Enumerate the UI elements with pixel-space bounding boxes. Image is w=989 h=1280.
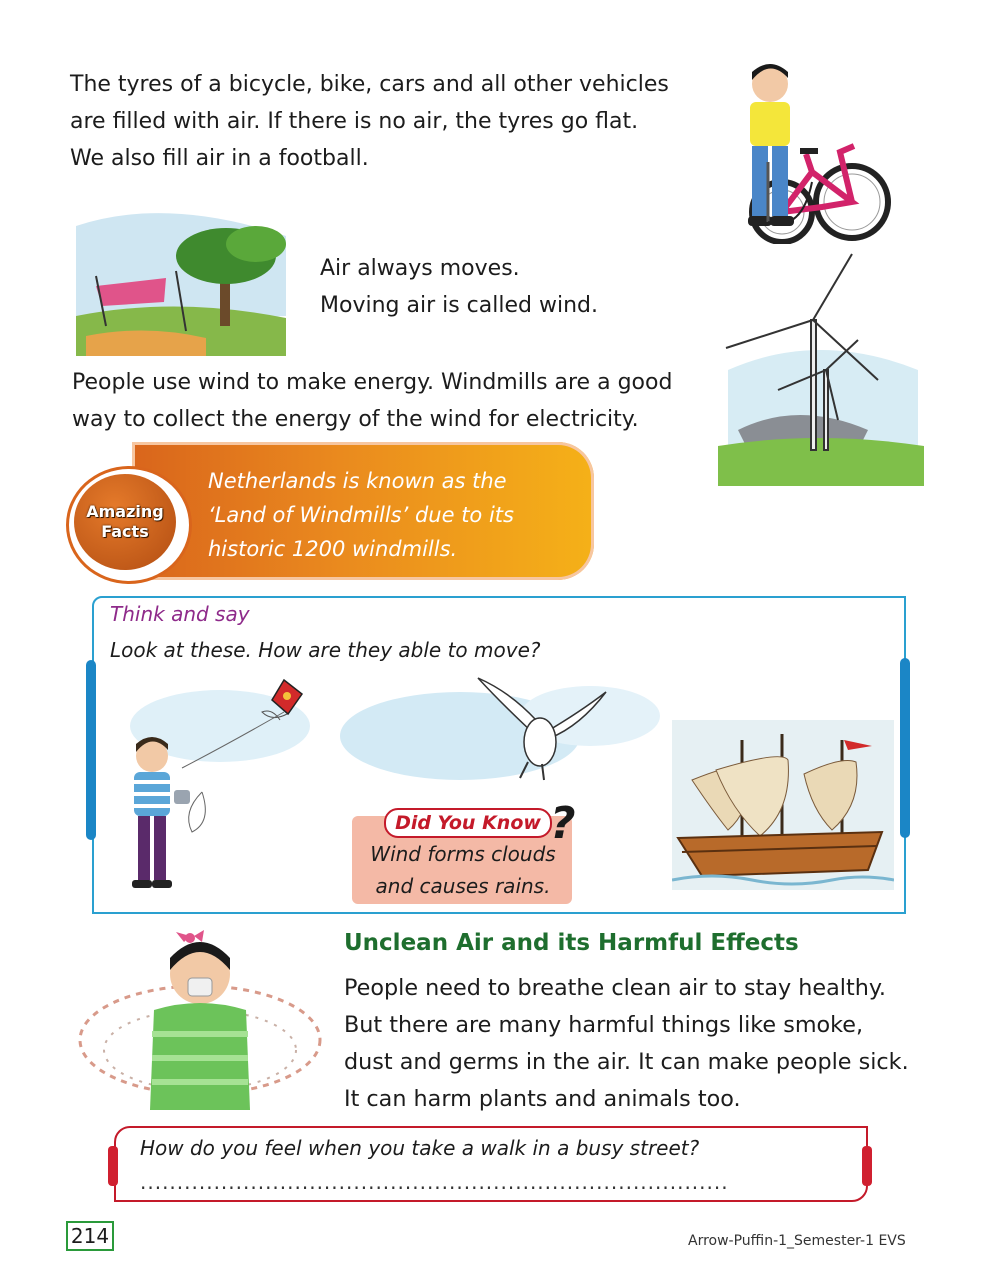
think-and-say-title: Think and say	[110, 602, 250, 626]
answer-line[interactable]: ................................................................................	[140, 1170, 729, 1194]
section-heading: Unclean Air and its Harmful Effects	[344, 930, 799, 956]
intro-line: We also fill air in a football.	[70, 146, 369, 171]
sailing-ship-illustration	[672, 720, 894, 890]
facts-line: ‘Land of Windmills’ due to its	[208, 503, 514, 527]
did-you-know-label: Did You Know	[384, 808, 552, 838]
windmills-illustration	[718, 250, 924, 486]
page-number: 214	[66, 1221, 114, 1251]
boy-bicycle-illustration	[722, 62, 922, 244]
dyk-line: Wind forms clouds	[370, 842, 556, 866]
think-and-say-question: Look at these. How are they able to move?	[110, 638, 541, 662]
boy-kite-illustration	[112, 672, 322, 898]
windmills-line: way to collect the energy of the wind for electricity.	[72, 407, 639, 432]
windy-tree-illustration	[66, 206, 296, 356]
unclean-air-line: People need to breathe clean air to stay healthy.	[344, 975, 886, 1001]
windmills-line: People use wind to make energy. Windmills are a good	[72, 370, 673, 395]
right-accent-bar	[900, 658, 910, 838]
feel-question-text: How do you feel when you take a walk in a busy street?	[140, 1136, 700, 1160]
unclean-air-line: dust and germs in the air. It can make people sick.	[344, 1049, 909, 1075]
left-red-bar	[108, 1146, 118, 1186]
intro-paragraph	[70, 66, 710, 177]
windmills-paragraph	[72, 364, 722, 438]
right-red-bar	[862, 1146, 872, 1186]
facts-line: Netherlands is known as the	[208, 469, 507, 493]
wind-paragraph	[320, 250, 598, 324]
wind-line: Air always moves.	[320, 256, 520, 281]
question-mark-icon: ?	[550, 798, 576, 849]
amazing-facts-text	[208, 464, 568, 566]
unclean-air-paragraph	[344, 970, 924, 1118]
badge-line: Facts	[101, 522, 149, 541]
girl-dust-illustration	[70, 930, 330, 1110]
amazing-facts-badge-label	[74, 474, 176, 570]
left-accent-bar	[86, 660, 96, 840]
unclean-air-line: But there are many harmful things like smoke,	[344, 1012, 864, 1038]
footer-book-title: Arrow-Puffin-1_Semester-1 EVS	[688, 1233, 906, 1249]
wind-line: Moving air is called wind.	[320, 293, 598, 318]
facts-line: historic 1200 windmills.	[208, 537, 458, 561]
intro-line: The tyres of a bicycle, bike, cars and all other vehicles	[70, 72, 669, 97]
did-you-know-text	[360, 838, 566, 902]
badge-line: Amazing	[86, 502, 164, 521]
dyk-line: and causes rains.	[375, 874, 551, 898]
intro-line: are filled with air. If there is no air, the tyres go flat.	[70, 109, 639, 134]
bird-illustration	[470, 672, 610, 782]
unclean-air-line: It can harm plants and animals too.	[344, 1086, 741, 1112]
